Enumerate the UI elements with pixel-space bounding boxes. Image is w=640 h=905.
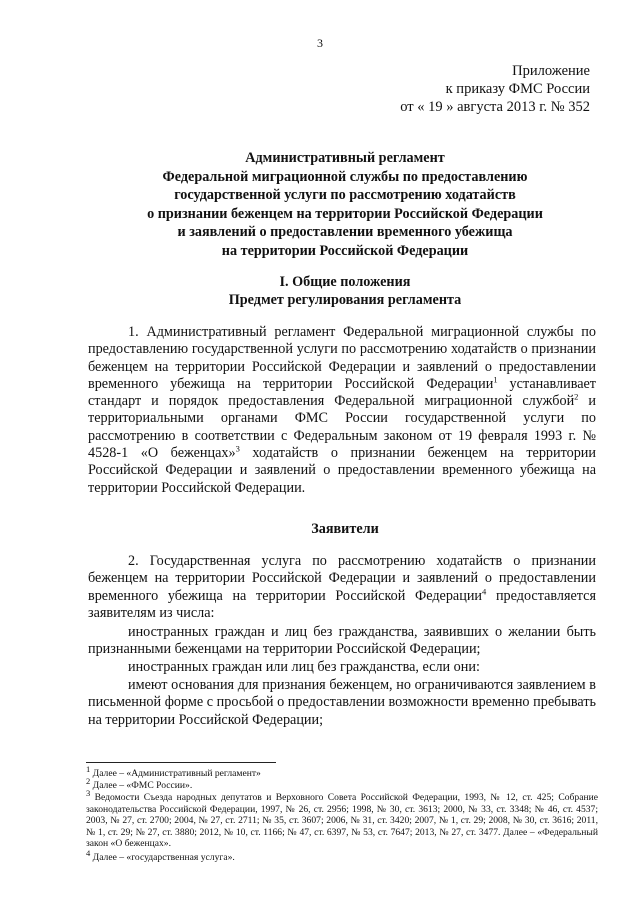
appendix-line: от « 19 » августа 2013 г. № 352 xyxy=(400,99,590,115)
para-text: и территориальными органами ФМС России государственной услуги по рассмотрению в соответствии с Федеральным законом от 19 февраля 1993 г. № 4528-1 «О беженцах» xyxy=(88,393,597,462)
section-heading-applicants: Заявители xyxy=(311,521,379,537)
footnote-ref: 1 xyxy=(493,374,498,385)
title-line: и заявлений о предоставлении временного убежища xyxy=(177,224,513,240)
list-item: иностранных граждан или лиц без гражданства, если они: xyxy=(128,659,480,675)
footnote-number: 3 xyxy=(86,787,91,798)
para-text: 1. Административный регламент Федеральной миграционной службы по предоставлению государственной услуги по рассмотрению ходатайств о признании беженцем на территории Российской Федерации и заявлений о предоставлении временного убежища на территории Российской Федерации xyxy=(88,324,596,392)
title-line: государственной услуги по рассмотрению ходатайств xyxy=(174,187,516,203)
section-subheading-subject: Предмет регулирования регламента xyxy=(228,292,462,308)
list-item: имеют основания для признания беженцем, но ограничиваются заявлением в письменной форме с просьбой о предоставлении возможности временно пребывать на территории Российской Федерации; xyxy=(88,677,596,728)
footnote-ref: 3 xyxy=(235,443,240,454)
footnote-ref: 4 xyxy=(482,585,487,596)
para-text: устанавливает стандарт и порядок предоставления Федеральной миграционной службой xyxy=(88,375,596,410)
page-number: 3 xyxy=(317,36,323,50)
footnote-text: Далее – «государственная услуга». xyxy=(90,852,235,863)
title-line: Административный регламент xyxy=(245,150,445,166)
footnote xyxy=(86,847,598,864)
footnote-number: 4 xyxy=(86,847,91,858)
footnote-number: 1 xyxy=(86,763,91,774)
footnote-divider xyxy=(86,762,276,763)
list-item: иностранных граждан и лиц без гражданства, заявивших о желании быть признанными беженцами на территории Российской Федерации; xyxy=(88,624,596,658)
title-line: Федеральной миграционной службы по предоставлению xyxy=(162,168,528,185)
footnote-number: 2 xyxy=(86,775,91,786)
footnote-ref: 2 xyxy=(574,391,579,402)
footnote-text: Далее – «Административный регламент» xyxy=(90,768,261,779)
para-text: предоставляется заявителям из числа: xyxy=(88,587,597,621)
title-line: о признании беженцем на территории Российской Федерации xyxy=(147,205,543,222)
appendix-line: к приказу ФМС России xyxy=(445,81,590,97)
footnote xyxy=(86,763,598,780)
appendix-header xyxy=(400,62,590,116)
footnote-text: Ведомости Съезда народных депутатов и Верховного Совета Российской Федерации, 1993, № 12, ст. 425; Собрание законодательства Российской Федерации, 1997, № 26, ст. 2956; 1998, № 30, ст. 3613; 2000, № 33, ст. 3348; № 46, ст. 4537; 2003, № 27, ст. 2700; 2004, № 27, ст. 2711; № 35, ст. 3607; 2006, № 31, ст. 3420; 2007, № 1, ст. 29; 2008, № 30, ст. 3616; 2011, № 1, ст. 29; № 27, ст. 3880; 2012, № 10, ст. 1166; № 47, ст. 6397, № 53, ст. 7647; 2013, № 27, ст. 3477. Далее – «Федеральный закон «О беженцах». xyxy=(86,792,598,850)
title-line: на территории Российской Федерации xyxy=(221,242,469,259)
paragraph-2 xyxy=(88,553,596,622)
paragraph-1 xyxy=(88,324,596,497)
footnote xyxy=(86,775,598,792)
appendix-line: Приложение xyxy=(512,63,590,79)
section-heading-general: I. Общие положения xyxy=(279,274,411,290)
footnote xyxy=(86,787,598,850)
footnote-text: Далее – «ФМС России». xyxy=(90,780,193,791)
para-text: ходатайств о признании беженцем на территории Российской Федерации и заявлений о предоставлении временного убежища на территории Российской Федерации. xyxy=(88,445,596,496)
document-title xyxy=(60,149,630,260)
para-text: 2. Государственная услуга по рассмотрению ходатайств о признании беженцем на территории Российской Федерации и заявлений о предоставлении временного убежища на территории Российской Федерации xyxy=(88,553,596,604)
